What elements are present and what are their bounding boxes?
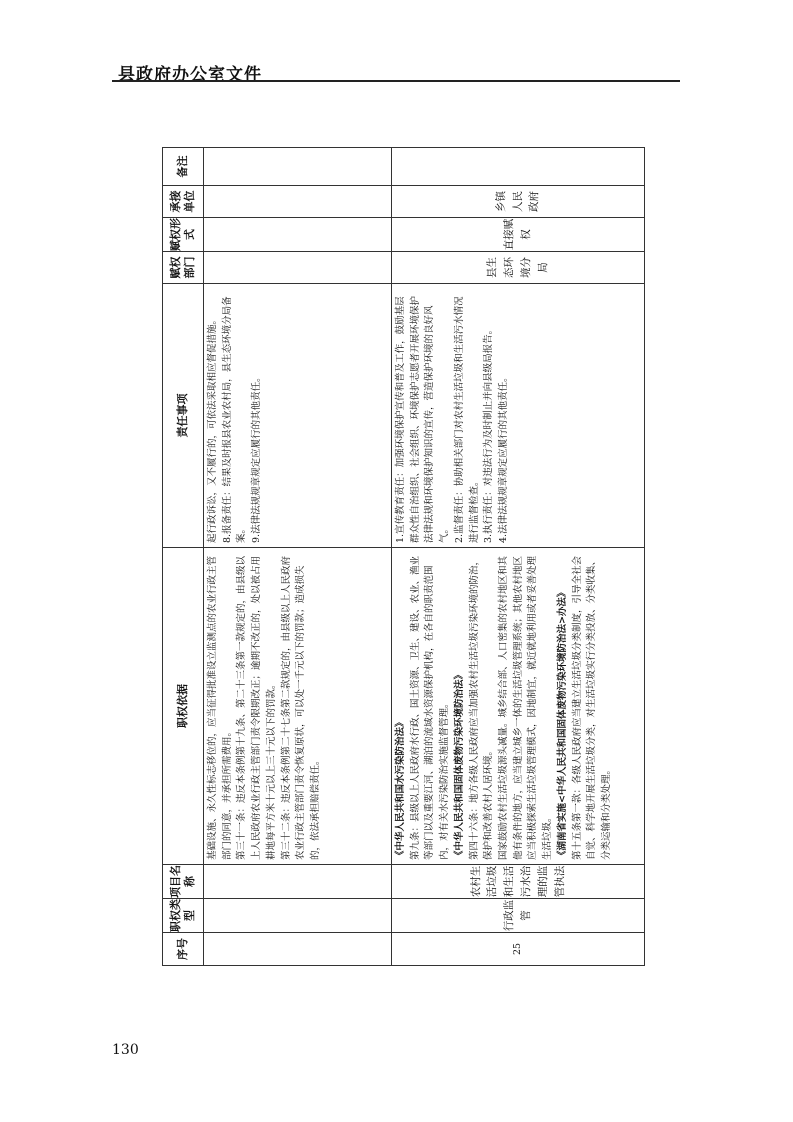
row1-unit [204,186,392,218]
header-type: 职权类型 [163,899,204,933]
row1-type [204,899,392,933]
row2-type: 行政监管 [392,899,645,933]
table-row [204,148,392,966]
header-title: 县政府办公室文件 [118,65,262,85]
resp-item: 1.宣传教育责任：加强环境保护宣传和普及工作，鼓励基层群众性自治组织、社会组织、环境保护志愿者开展环境保护法律法规和环境保护知识的宣传，营造保护环境的良好风气。 [395,295,451,543]
header-basis: 职权依据 [163,548,204,865]
row1-form [204,218,392,252]
row1-name [204,865,392,899]
table-row [392,148,645,966]
basis-paragraph: 第九条：县级以上人民政府水行政、国土资源、卫生、建设、农业、渔业等部门以及重要江河、湖泊的流域水资源保护机构，在各自的职责范围内，对有关水污染防治实施监督管理。 [409,555,451,860]
page-number: 130 [112,1042,139,1058]
row2-note [392,148,645,186]
basis-paragraph: 第三十一条：违反本条例第十九条、第二十三条第一款规定的，由县级以上人民政府农业行政主管部门责令限期改正；逾期不改正的，处以被占用耕地每平方米十元以上三十元以下的罚款。 [236,555,277,860]
row2-basis [392,548,645,865]
header-rule [112,80,680,82]
header-unit: 承接单位 [163,186,204,218]
row2-unit: 乡镇人民政府 [392,186,645,218]
basis-paragraph: 国家鼓励农村生活垃圾源头减量。城乡结合部、人口密集的农村地区和其他有条件的地方，应当建立城乡一体的生活垃圾管理系统；其他农村地区应当积极探索生活垃圾管理模式，因地制宜，就近就地利用或者妥善处理生活垃圾。 [498,555,554,860]
authority-table [162,147,645,966]
row2-form: 直接赋权 [392,218,645,252]
row1-basis [204,548,392,865]
resp-item: 9.法律法规规章规定应履行的其他责任。 [251,372,263,543]
resp-item: 2.监督责任：协助相关部门对农村生活垃圾和生活污水情况进行监督检查。 [453,296,480,543]
table-header-row [163,148,204,966]
basis-paragraph: 基础设施、永久性标志移位的，应当征得批准设立监测点的农业行政主管部门的同意，并承担所需费用。 [207,555,233,860]
header-note: 备注 [163,148,204,186]
basis-paragraph: 第四十六条：地方各级人民政府应当加强农村生活垃圾污染环境的防治，保护和改善农村人居环境。 [468,555,495,860]
row1-resp [204,284,392,548]
row1-note [204,148,392,186]
basis-paragraph: 第三十二条：违反本条例第二十七条第二款规定的，由县级以上人民政府农业行政主管部门责令恢复原状，可以处一千元以下的罚款；造成损失的，依法承担赔偿责任。 [280,555,322,860]
header-name: 项目名称 [163,865,204,899]
rotated-table-container [162,148,644,966]
resp-item: 3.执行责任：对违法行为及时制止并向县级局报告。 [483,324,495,543]
header-dept: 赋权部门 [163,252,204,284]
resp-item: 起行政诉讼，又不履行的，可依法采取相应督促措施。 [207,314,218,543]
law-title: 《中华人民共和国水污染防治法》 [395,717,406,860]
row2-resp [392,284,645,548]
row2-seq: 25 [392,933,645,966]
header-resp: 责任事项 [163,284,204,548]
row1-seq [204,933,392,966]
row1-dept [204,252,392,284]
resp-item: 4.法律法规规章规定应履行的其他责任。 [498,372,510,543]
header-form: 赋权形式 [163,218,204,252]
header-seq: 序号 [163,933,204,966]
row2-name: 农村生活垃圾和生活污水治理的监管执法 [392,865,645,899]
row2-dept: 县生态环境分局 [392,252,645,284]
law-title: 《湖南省实施<中华人民共和国固体废物污染环境防治法>办法》 [556,587,568,860]
law-title: 《中华人民共和国固体废物污染环境防治法》 [453,669,465,860]
basis-paragraph: 第十五条第一款：各级人民政府应当建立生活垃圾分类制度，引导全社会自觉、科学地开展生活垃圾分类，对生活垃圾实行分类投放、分类收集、分类运输和分类处理。 [571,555,613,860]
resp-item: 8.报备责任：结果及时报县农业农村局，县生态环境分局备案。 [221,296,248,543]
